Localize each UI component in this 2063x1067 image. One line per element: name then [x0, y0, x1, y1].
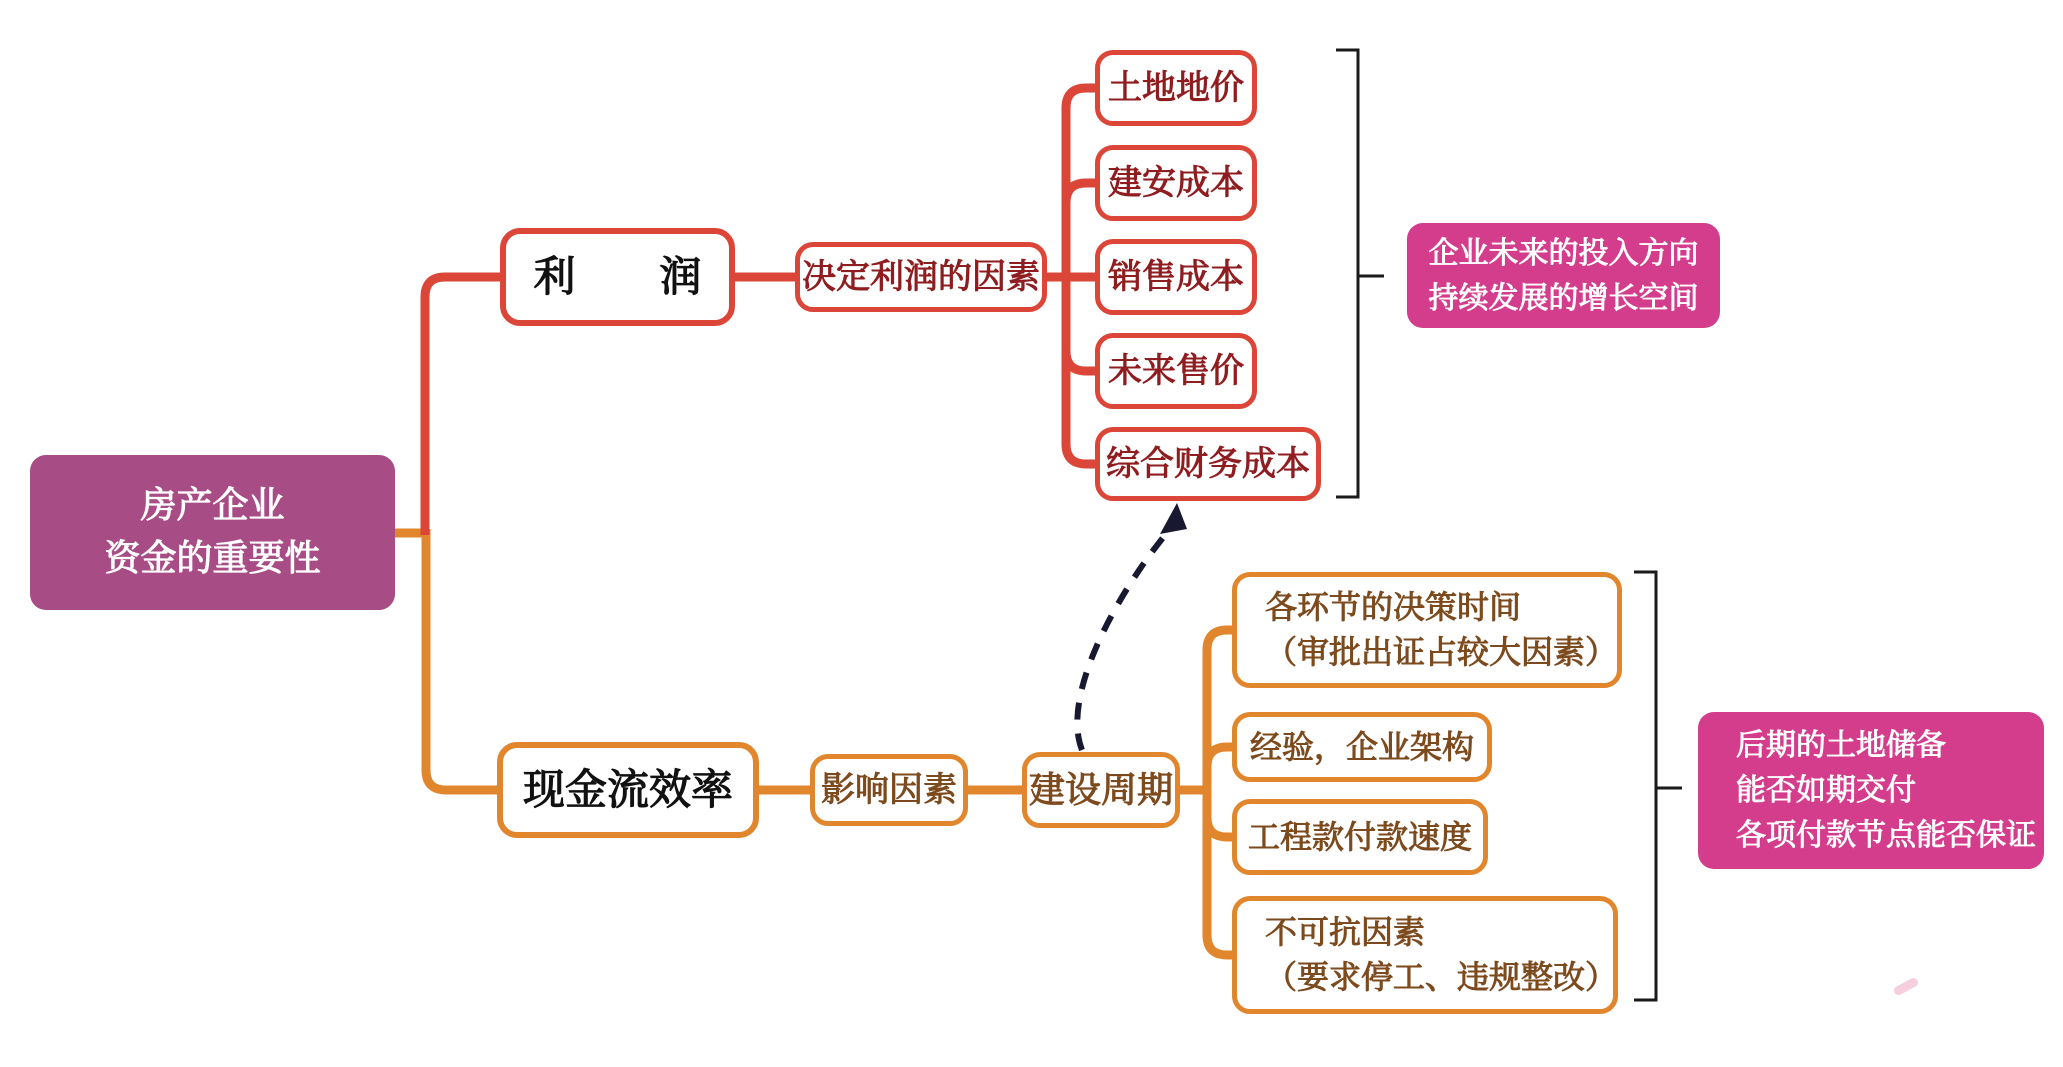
construction-cycle-label: 建设周期: [1028, 769, 1173, 811]
profit-child-finance-cost: [1095, 427, 1321, 501]
cashflow-node-label: 现金流效率: [522, 764, 733, 814]
profit-child-label: 综合财务成本: [1106, 443, 1310, 484]
profit-annotation-line2: 持续发展的增长空间: [1428, 280, 1699, 316]
cashflow-annotation-line1: 后期的土地储备: [1736, 728, 1946, 763]
profit-node-label: 利 润: [533, 251, 702, 301]
cycle-child-line: （要求停工、违规整改）: [1265, 958, 1618, 996]
influence-factors-node: [810, 754, 968, 826]
cycle-child-force-majeure: [1232, 896, 1618, 1014]
construction-cycle-node: [1022, 752, 1180, 828]
profit-child-label: 未来售价: [1108, 350, 1244, 391]
cashflow-annotation-line2: 能否如期交付: [1736, 773, 1916, 808]
profit-child-construction-cost: [1095, 145, 1257, 221]
root-node: [30, 455, 395, 610]
root-node-line2: 资金的重要性: [104, 537, 321, 579]
profit-child-label: 销售成本: [1108, 256, 1244, 297]
profit-child-label: 土地地价: [1108, 67, 1244, 108]
grouping-bracket-bottom: [1634, 572, 1682, 1000]
profit-factors-label: 决定利润的因素: [802, 256, 1040, 297]
cycle-child-line: 各环节的决策时间: [1265, 588, 1522, 627]
grouping-bracket-top: [1336, 50, 1384, 497]
profit-child-sales-cost: [1095, 239, 1257, 315]
cashflow-annotation-line3: 各项付款节点能否保证: [1736, 818, 2036, 853]
cycle-child-decision-time: [1232, 572, 1622, 688]
dashed-arrow: [1077, 503, 1187, 750]
cycle-child-payment-speed: [1232, 799, 1488, 875]
profit-factors-node: [795, 242, 1047, 312]
profit-child-future-price: [1095, 333, 1257, 409]
root-node-line1: 房产企业: [140, 485, 285, 527]
influence-factors-label: 影响因素: [821, 769, 957, 810]
cycle-child-line: 经验，企业架构: [1249, 728, 1474, 766]
cycle-child-line: 工程款付款速度: [1247, 818, 1472, 856]
profit-annotation-line1: 企业未来的投入方向: [1428, 235, 1699, 271]
profit-child-label: 建安成本: [1108, 162, 1244, 203]
profit-child-land-price: [1095, 50, 1257, 126]
cycle-child-line: 不可抗因素: [1265, 913, 1426, 952]
profit-node: [500, 228, 735, 326]
cycle-child-line: （审批出证占较大因素）: [1265, 633, 1618, 671]
cashflow-node: [497, 742, 759, 838]
profit-annotation: [1407, 223, 1720, 328]
cycle-child-experience: [1232, 712, 1492, 782]
cashflow-annotation: [1698, 712, 2044, 869]
